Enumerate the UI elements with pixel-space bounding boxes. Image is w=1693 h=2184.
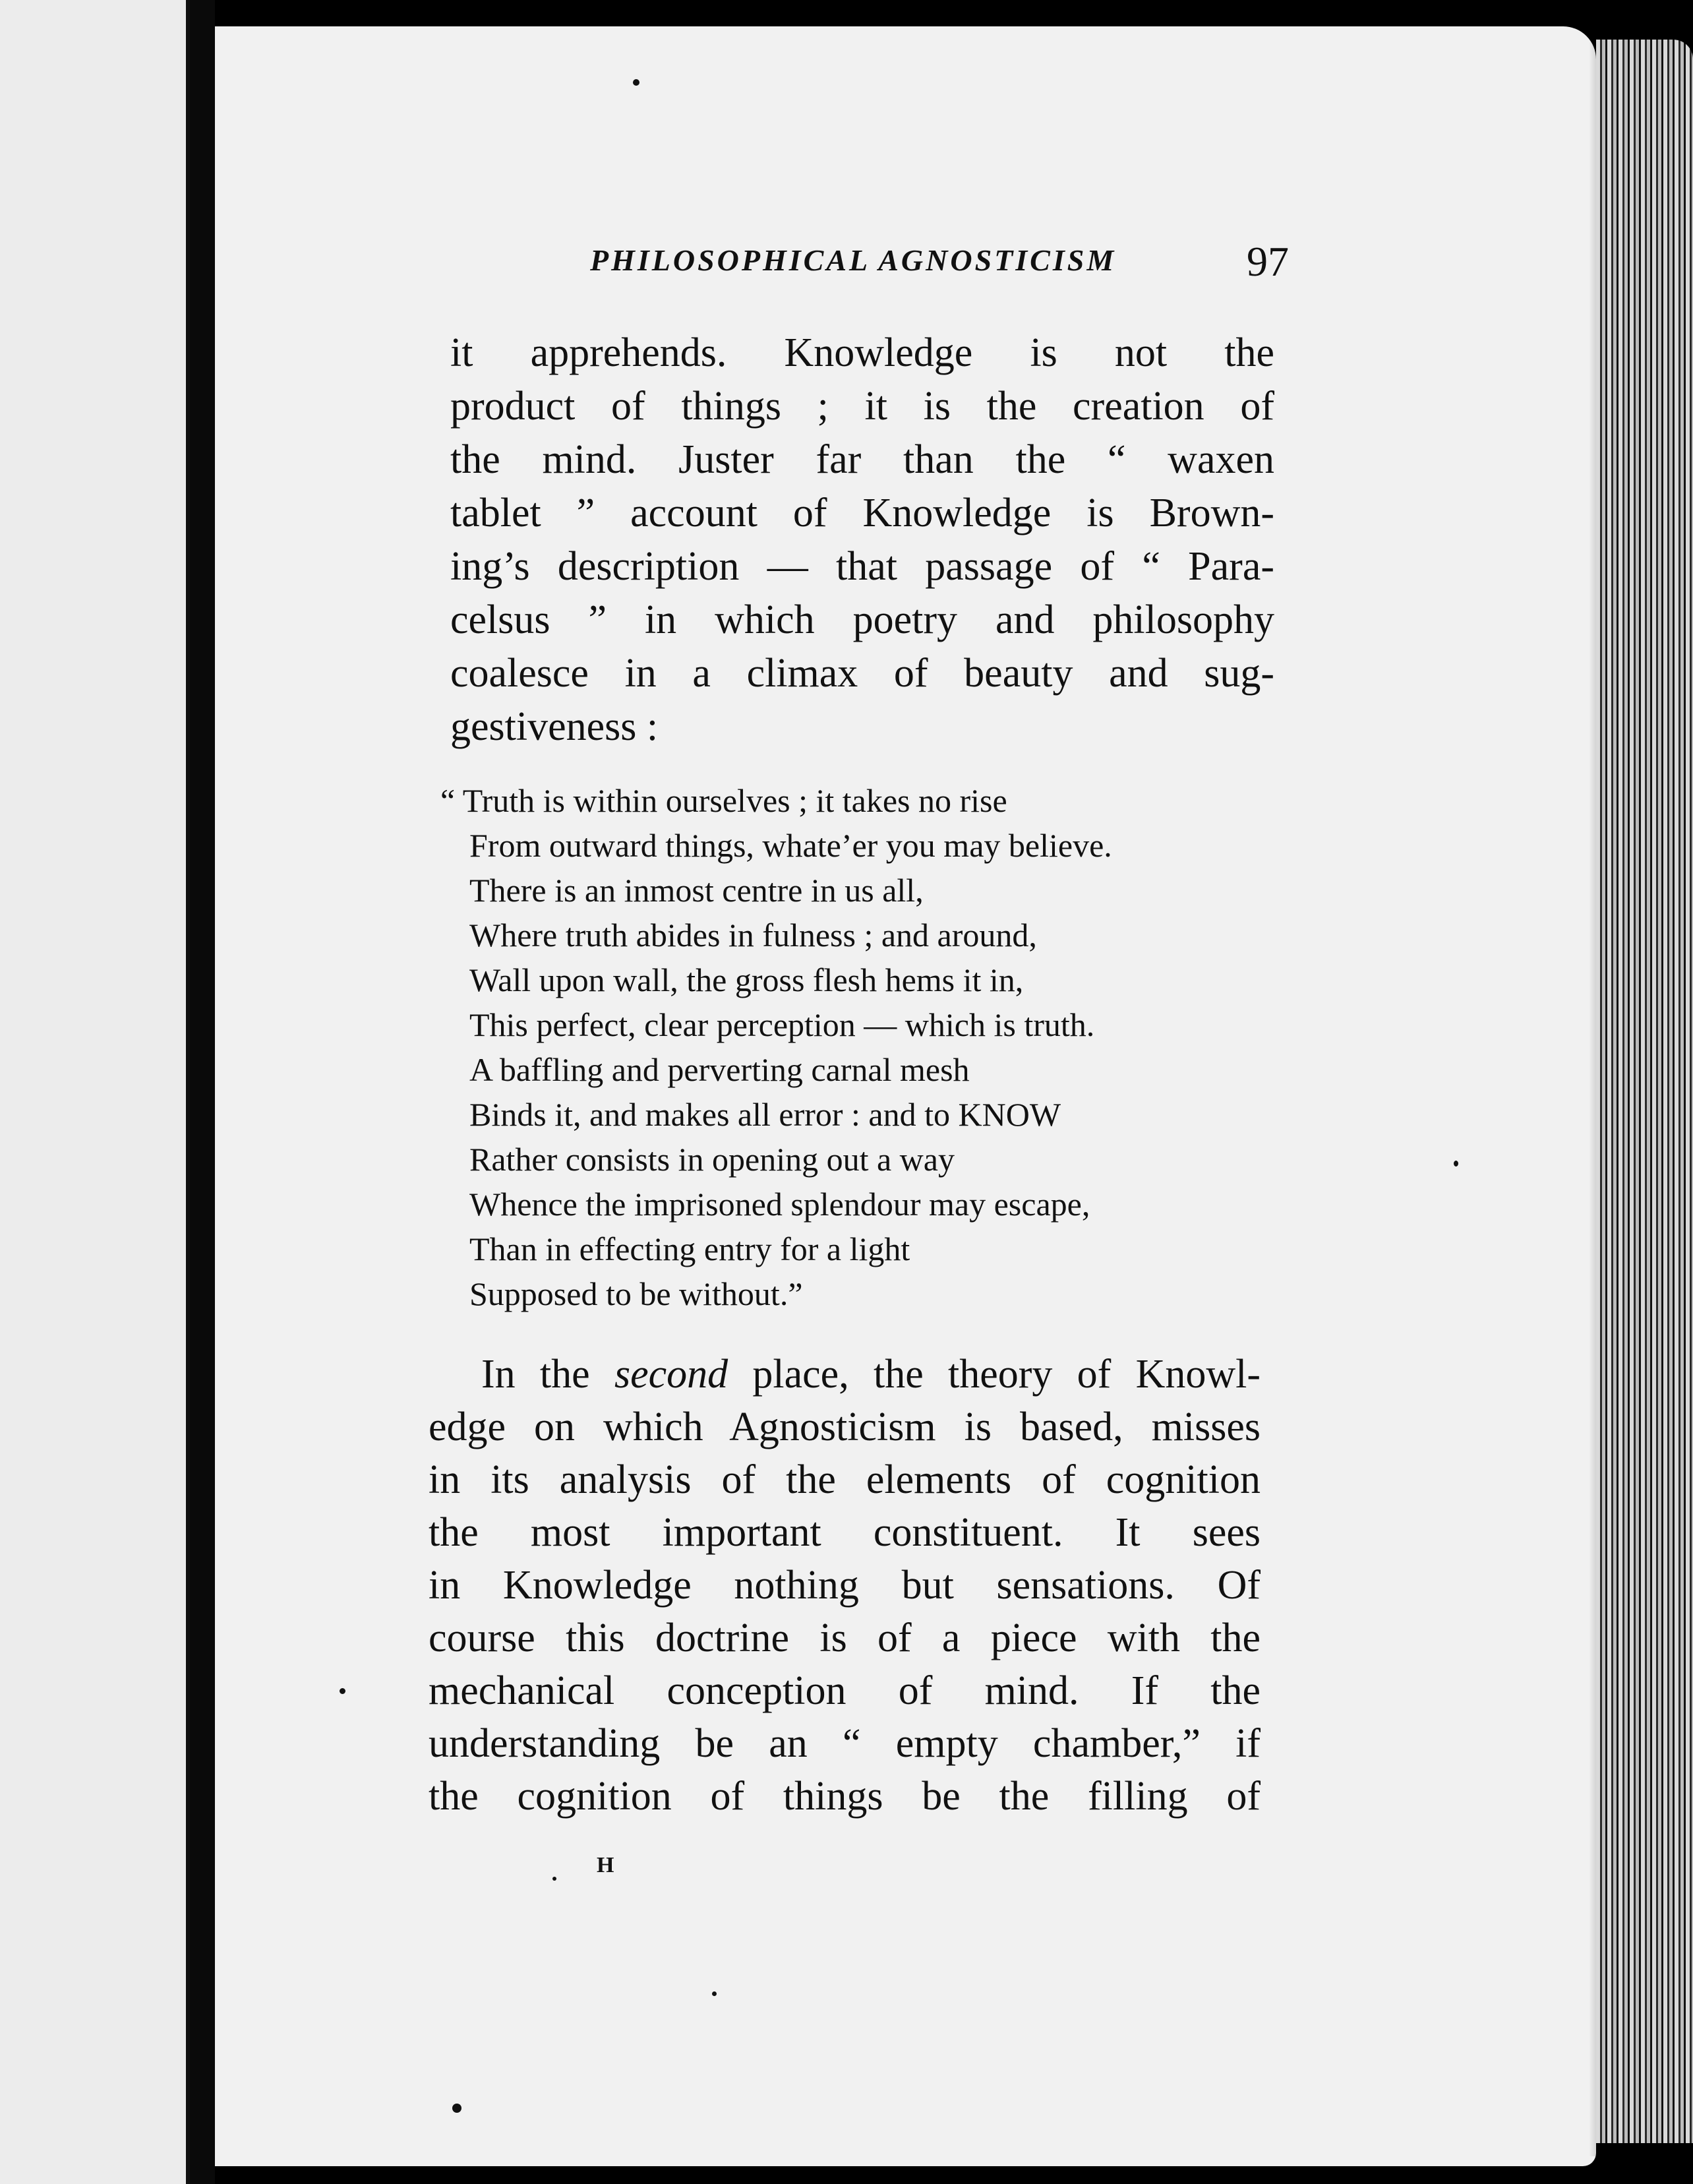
verse-line: Binds it, and makes all error : and to KNOW bbox=[469, 1096, 1061, 1133]
verse-line: This perfect, clear perception — which is truth. bbox=[469, 1006, 1095, 1043]
block-quotation bbox=[440, 778, 1271, 1316]
text-line: the cognition of things be the filling of bbox=[429, 1774, 1261, 1819]
text-run: place, the theory of Knowl- bbox=[752, 1352, 1261, 1397]
signature-mark: H bbox=[597, 1853, 614, 1877]
text-line: tablet ” account of Knowledge is Brown- bbox=[450, 491, 1274, 535]
text-line: in Knowledge nothing but sensations. Of bbox=[429, 1563, 1261, 1608]
verse-line: Rather consists in opening out a way bbox=[469, 1141, 955, 1178]
text-line: gestiveness : bbox=[450, 704, 659, 749]
paragraph-1 bbox=[450, 326, 1274, 754]
text-line: ing’s description — that passage of “ Para- bbox=[450, 544, 1274, 589]
text-run: In the bbox=[481, 1352, 590, 1397]
ink-speck bbox=[552, 1877, 556, 1881]
ink-speck bbox=[340, 1688, 345, 1694]
running-head-title: PHILOSOPHICAL AGNOSTICISM bbox=[590, 243, 1117, 277]
text-line: course this doctrine is of a piece with the bbox=[429, 1616, 1261, 1660]
verse-line: From outward things, whate’er you may believe. bbox=[469, 827, 1112, 864]
paragraph-2 bbox=[429, 1348, 1261, 1823]
text-line-first bbox=[429, 1348, 1261, 1401]
text-line: coalesce in a climax of beauty and sug- bbox=[450, 651, 1274, 696]
emphasized-word: second bbox=[614, 1352, 728, 1397]
book-gutter bbox=[190, 0, 215, 2184]
ink-speck bbox=[712, 1991, 717, 1996]
text-line: celsus ” in which poetry and philosophy bbox=[450, 597, 1274, 642]
verse-line: Supposed to be without.” bbox=[469, 1275, 803, 1312]
left-page-edge bbox=[0, 0, 190, 2184]
text-line: mechanical conception of mind. If the bbox=[429, 1668, 1261, 1713]
text-line: it apprehends. Knowledge is not the bbox=[450, 330, 1274, 375]
verse-line: “ Truth is within ourselves ; it takes no rise bbox=[440, 782, 1007, 819]
text-line: the most important constituent. It sees bbox=[429, 1510, 1261, 1555]
verse-line: Where truth abides in fulness ; and around, bbox=[469, 917, 1037, 954]
text-line: the mind. Juster far than the “ waxen bbox=[450, 437, 1274, 482]
text-line: understanding be an “ empty chamber,” if bbox=[429, 1721, 1261, 1766]
running-head bbox=[590, 237, 1289, 290]
ink-speck bbox=[452, 2104, 461, 2113]
verse-line: There is an inmost centre in us all, bbox=[469, 872, 924, 909]
verse-line: Than in effecting entry for a light bbox=[469, 1230, 910, 1267]
ink-speck bbox=[633, 79, 639, 86]
stacked-page-edges bbox=[1596, 40, 1693, 2143]
text-line: in its analysis of the elements of cognition bbox=[429, 1457, 1261, 1502]
text-line: product of things ; it is the creation of bbox=[450, 384, 1274, 429]
text-line: edge on which Agnosticism is based, misses bbox=[429, 1405, 1261, 1449]
verse-line: Wall upon wall, the gross flesh hems it in, bbox=[469, 961, 1024, 998]
page-number: 97 bbox=[1247, 238, 1289, 285]
ink-speck bbox=[1454, 1161, 1458, 1167]
verse-line: A baffling and perverting carnal mesh bbox=[469, 1051, 970, 1088]
verse-line: Whence the imprisoned splendour may escape, bbox=[469, 1186, 1090, 1223]
